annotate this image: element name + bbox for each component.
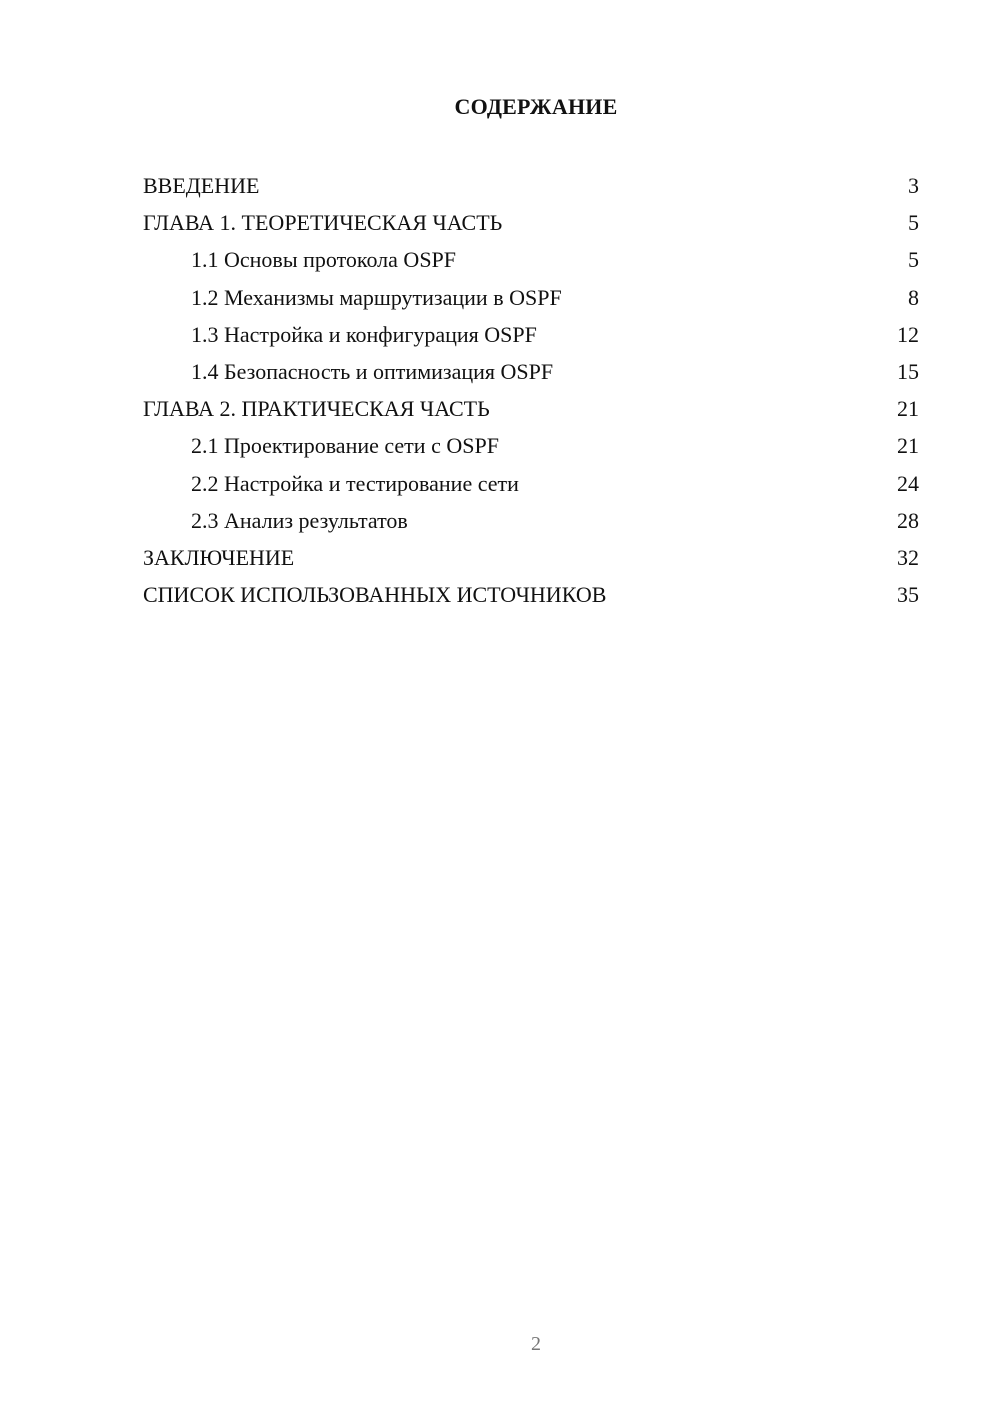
toc-entry-chapter-1 xyxy=(143,204,919,241)
toc-entry-page: 32 xyxy=(897,544,919,570)
toc-entry-page: 21 xyxy=(897,433,919,459)
toc-entry-page: 5 xyxy=(908,210,919,236)
toc-entry-page: 24 xyxy=(897,470,919,496)
toc-entry-page: 8 xyxy=(908,284,919,310)
toc-entry-label: 1.1 Основы протокола OSPF xyxy=(191,247,457,273)
toc-entry-label: СПИСОК ИСПОЛЬЗОВАННЫХ ИСТОЧНИКОВ xyxy=(143,582,607,608)
toc-title: СОДЕРЖАНИЕ xyxy=(454,94,618,119)
toc-entry-page: 3 xyxy=(908,173,919,198)
page-number: 2 xyxy=(531,1333,541,1355)
toc-entry-label: 1.4 Безопасность и оптимизация OSPF xyxy=(191,358,554,384)
toc-entry-introduction xyxy=(143,167,919,204)
toc-entry-page: 5 xyxy=(908,247,919,273)
toc-entry-page: 28 xyxy=(897,507,919,533)
toc-entry-page: 12 xyxy=(897,321,919,347)
toc-entry-section-2-2 xyxy=(143,465,919,502)
toc-entry-conclusion xyxy=(143,539,919,576)
toc-entry-page: 15 xyxy=(897,358,919,384)
toc-entry-section-1-2 xyxy=(143,279,919,316)
toc-entry-page: 21 xyxy=(897,396,919,422)
toc-entry-label: ГЛАВА 2. ПРАКТИЧЕСКАЯ ЧАСТЬ xyxy=(143,396,490,422)
toc-entry-label: 1.3 Настройка и конфигурация OSPF xyxy=(191,321,537,347)
toc-entry-section-2-1 xyxy=(143,427,919,464)
toc-entry-label: 2.3 Анализ результатов xyxy=(191,507,408,533)
toc-entry-section-1-1 xyxy=(143,241,919,278)
toc-entry-page: 35 xyxy=(897,582,919,608)
toc-entry-label: 2.1 Проектирование сети с OSPF xyxy=(191,433,499,459)
toc-entry-label: ВВЕДЕНИЕ xyxy=(143,173,260,198)
toc-entry-label: 2.2 Настройка и тестирование сети xyxy=(191,470,519,496)
toc-entry-label: ЗАКЛЮЧЕНИЕ xyxy=(143,544,295,570)
toc-entry-chapter-2 xyxy=(143,390,919,427)
table-of-contents xyxy=(143,167,919,613)
toc-entry-label: ГЛАВА 1. ТЕОРЕТИЧЕСКАЯ ЧАСТЬ xyxy=(143,210,503,236)
toc-entry-section-1-3 xyxy=(143,316,919,353)
toc-entry-label: 1.2 Механизмы маршрутизации в OSPF xyxy=(191,284,562,310)
toc-entry-section-1-4 xyxy=(143,353,919,390)
toc-entry-references xyxy=(143,576,919,613)
toc-entry-section-2-3 xyxy=(143,502,919,539)
